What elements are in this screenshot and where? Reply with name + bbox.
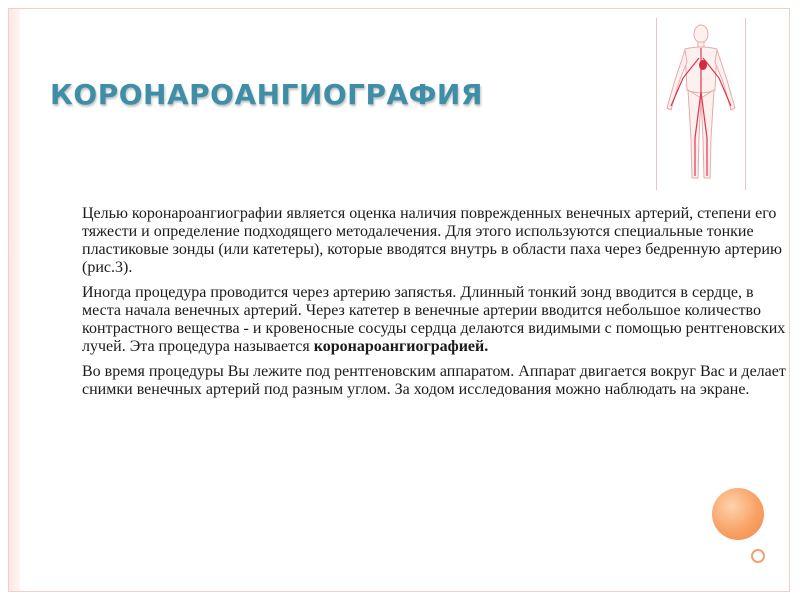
paragraph-procedure-text: Иногда процедура проводится через артерию запястья. Длинный тонкий зонд вводится в сердце, в места начала венечных артерий. Через катетер в венечные артерии вводится небольшое количество контрастного вещества - и кровеносные сосуды сердца делаются видимыми с помощью рентгеновских лучей. Эта процедура называется [82, 284, 786, 355]
slide-body [82, 205, 788, 406]
bold-term: коронароангиографией. [313, 338, 489, 355]
paragraph-purpose: Целью коронароангиографии является оценка наличия поврежденных венечных артерий, степени его тяжести и определение подходящего методалечения. Для этого используются специальные тонкие пластиковые зонды (или катетеры), которые вводятся внутрь в области паха через бедренную артерию (рис.3). [82, 205, 782, 276]
slide-title: КОРОНАРОАНГИОГРАФИЯ [50, 78, 483, 111]
human-body-figure [656, 18, 746, 190]
decorative-ring [751, 549, 765, 563]
decorative-circle [712, 488, 764, 540]
paragraph-procedure [82, 284, 788, 356]
human-body-icon [657, 18, 745, 190]
heart-icon [699, 60, 707, 70]
paragraph-xray: Во время процедуры Вы лежите под рентгеновским аппаратом. Аппарат двигается вокруг Вас и делает снимки венечных артерий под разным углом. За ходом исследования можно наблюдать на экране. [82, 363, 786, 398]
